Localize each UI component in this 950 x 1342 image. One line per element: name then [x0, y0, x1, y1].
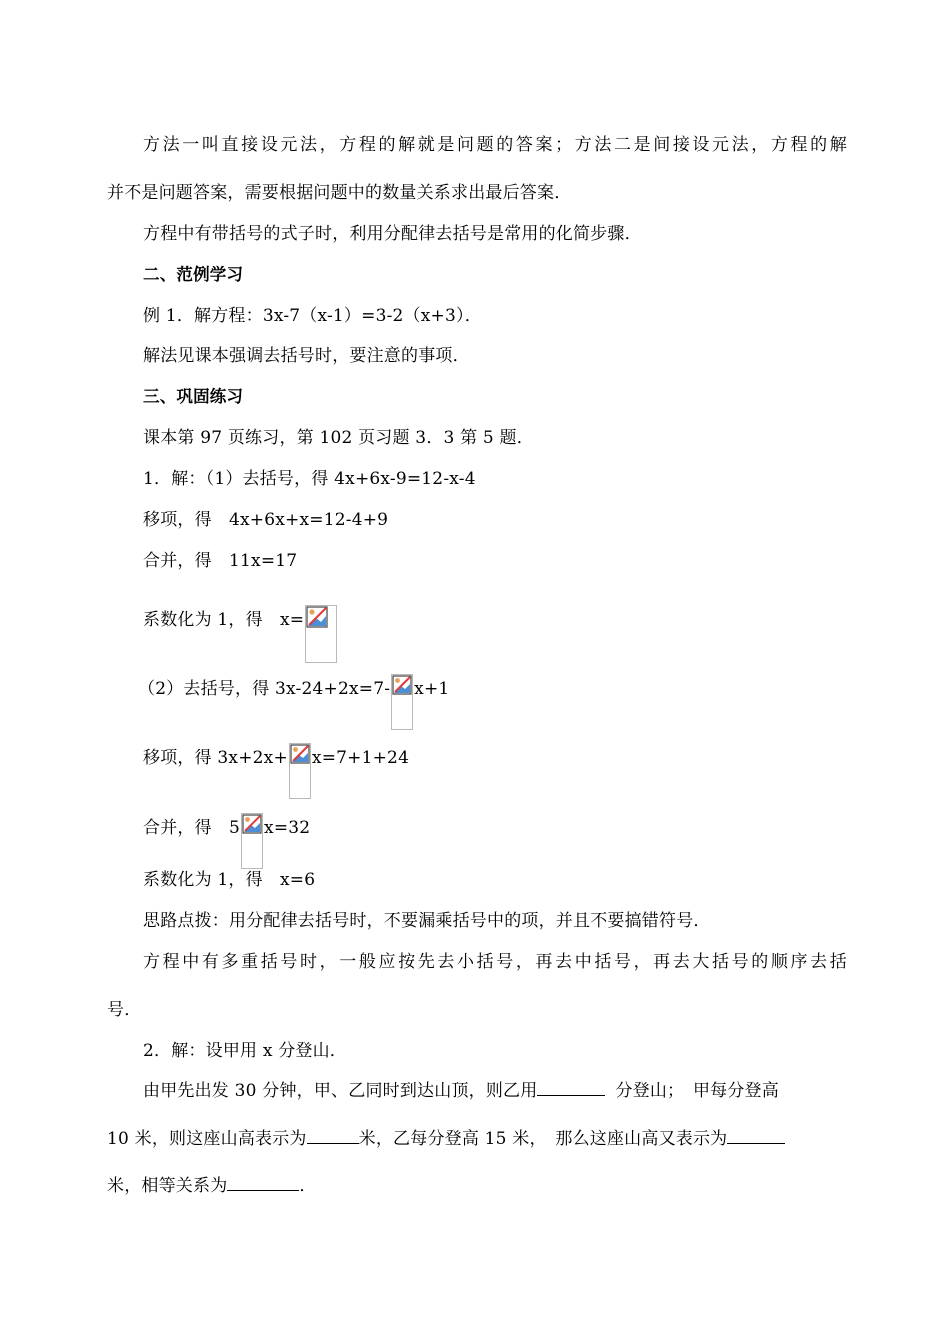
broken-image-icon	[289, 743, 311, 799]
broken-image-icon	[241, 813, 263, 869]
paragraph-method-line2: 并不是问题答案，需要根据问题中的数量关系求出最后答案．	[107, 183, 572, 203]
question-2-line1	[143, 1079, 847, 1103]
hint-paragraph: 思路点拨：用分配律去括号时，不要漏乘括号中的项，并且不要搞错符号．	[143, 911, 711, 931]
question-2-line3-text-b: ．	[299, 1176, 317, 1196]
solution-2-step-1	[138, 674, 878, 698]
solution-1-step-4-text: 系数化为 1，得 x=	[143, 610, 305, 630]
question-2-line3-text-a: 米，相等关系为	[107, 1176, 228, 1196]
example-1-note: 解法见课本强调去括号时，要注意的事项．	[143, 346, 470, 366]
answer-blank[interactable]	[537, 1079, 605, 1096]
hint-nested-brackets-line1: 方程中有多重括号时，一般应按先去小括号，再去中括号，再去大括号的顺序去括	[143, 952, 847, 972]
question-2-line2-text-a: 10 米，则这座山高表示为	[107, 1129, 307, 1149]
solution-2-step-2	[143, 743, 847, 767]
solution-2-step-2-text-b: x=7+1+24	[311, 748, 410, 768]
solution-1-step-4	[143, 605, 847, 629]
question-2-line1-text-a: 由甲先出发 30 分钟，甲、乙同时到达山顶，则乙用	[143, 1081, 538, 1101]
broken-image-icon	[391, 674, 413, 730]
solution-2-step-3-text-a: 合并，得 5	[143, 818, 241, 838]
question-2-intro: 2．解：设甲用 x 分登山．	[143, 1041, 348, 1061]
solution-1-step-3: 合并，得 11x=17	[143, 551, 298, 571]
answer-blank[interactable]	[307, 1127, 359, 1144]
solution-1-step-2: 移项，得 4x+6x+x=12-4+9	[143, 510, 389, 530]
answer-blank[interactable]	[727, 1127, 785, 1144]
section-heading-practice: 三、巩固练习	[143, 387, 244, 406]
solution-2-step-3-text-b: x=32	[264, 818, 311, 838]
solution-2-step-2-text-a: 移项，得 3x+2x+	[143, 748, 288, 768]
solution-2-step-1-text-a: （2）去括号，得 3x-24+2x=7-	[138, 679, 391, 699]
paragraph-brackets: 方程中有带括号的式子时，利用分配律去括号是常用的化简步骤．	[143, 224, 642, 244]
question-2-line1-text-b: 分登山； 甲每分登高	[615, 1081, 779, 1101]
question-2-line2	[107, 1127, 847, 1151]
section-heading-examples: 二、范例学习	[143, 265, 244, 284]
paragraph-method-line1: 方法一叫直接设元法，方程的解就是问题的答案；方法二是间接设元法，方程的解	[143, 135, 847, 155]
question-2-line2-text-b: 米，乙每分登高 15 米， 那么这座山高又表示为	[358, 1129, 728, 1149]
solution-2-step-3	[143, 813, 847, 837]
question-2-line3	[107, 1174, 847, 1198]
hint-nested-brackets-line2: 号．	[107, 1000, 142, 1020]
practice-reference: 课本第 97 页练习，第 102 页习题 3．3 第 5 题．	[143, 428, 534, 448]
broken-image-icon	[305, 605, 337, 663]
solution-2-step-4: 系数化为 1，得 x=6	[143, 870, 316, 890]
solution-2-step-1-text-b: x+1	[414, 679, 450, 699]
example-1: 例 1．解方程：3x-7（x-1）=3-2（x+3）．	[143, 306, 482, 326]
answer-blank[interactable]	[227, 1174, 299, 1191]
solution-1-step-1: 1．解：（1）去括号，得 4x+6x-9=12-x-4	[143, 469, 476, 489]
